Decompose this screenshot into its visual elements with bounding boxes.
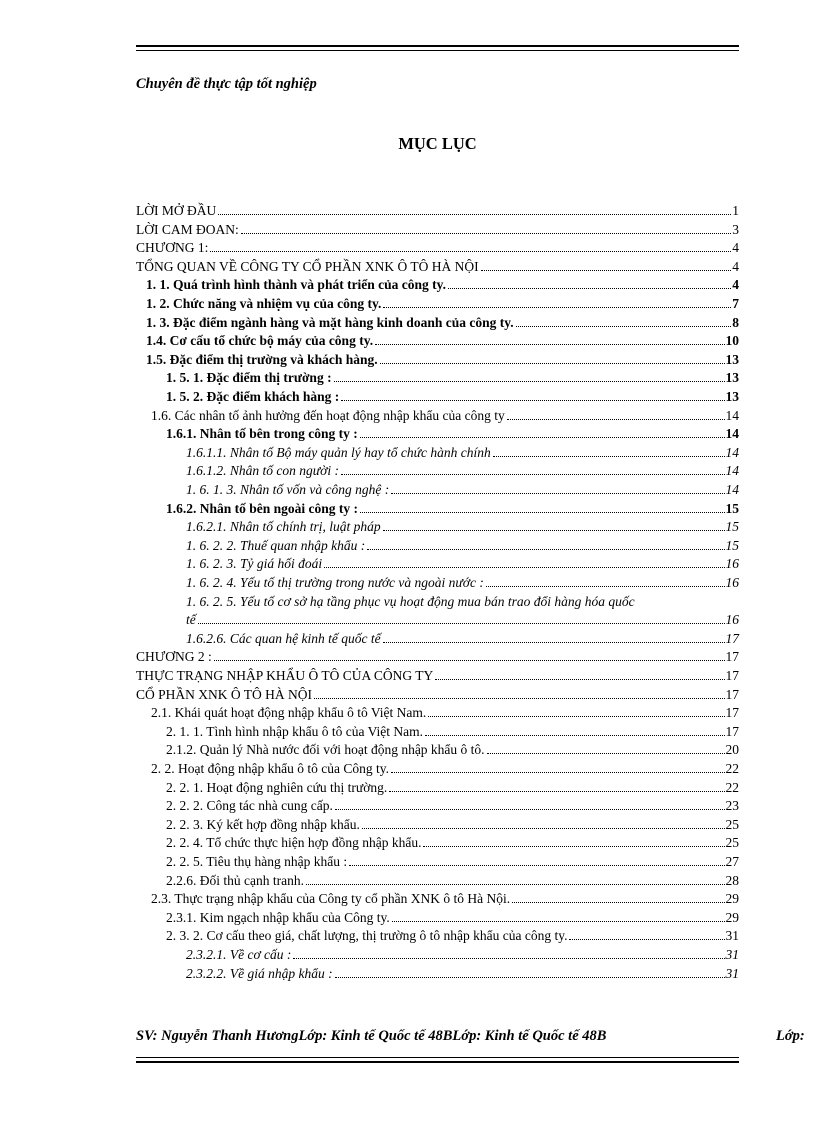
toc-entry-page: 13 [725,351,739,367]
toc-entry[interactable] [136,702,739,721]
toc-entry-title: 1.6.2.6. Các quan hệ kinh tế quốc tế [186,630,381,646]
toc-entry-page: 17 [725,630,739,646]
toc-entry[interactable] [136,739,739,758]
toc-entry-title: 2.3. Thực trạng nhập khẩu của Công ty cổ phần XNK ô tô Hà Nội. [151,891,511,907]
toc-entry-page: 29 [725,891,739,907]
toc-entry-page: 8 [732,314,739,330]
toc-entry-page: 4 [732,258,739,274]
toc-entry-page: 7 [732,296,739,311]
toc-entry[interactable] [136,572,739,591]
toc-dot-leader [349,865,724,866]
toc-dot-leader [210,251,731,252]
toc-entry[interactable] [136,684,739,703]
toc-dot-leader [334,381,725,382]
toc-entry[interactable] [136,200,739,219]
toc-entry-title: 1.6.1. Nhân tố bên trong công ty : [166,426,358,442]
toc-entry-title: CHƯƠNG 1: [136,240,209,256]
toc-dot-leader [428,716,724,717]
toc-entry[interactable] [136,553,739,572]
toc-entry[interactable] [136,925,739,944]
toc-entry[interactable] [136,367,739,386]
toc-entry-title: 2. 2. 1. Hoạt động nghiên cứu thị trường. [166,779,388,795]
toc-entry-title: 1. 2. Chức năng và nhiệm vụ của công ty. [146,296,382,311]
toc-entry-page: 3 [732,221,739,237]
toc-entry[interactable] [136,888,739,907]
toc-entry-title: 1. 6. 2. 2. Thuế quan nhập khẩu : [186,537,366,553]
toc-dot-leader [383,530,725,531]
toc-dot-leader [481,270,732,271]
toc-entry[interactable] [136,516,739,535]
toc-entry[interactable] [136,479,739,498]
toc-dot-leader [335,809,725,810]
toc-entry[interactable] [136,665,739,684]
toc-entry-title: tế [186,612,196,628]
toc-dot-leader [486,586,725,587]
toc-entry[interactable] [136,349,739,368]
toc-entry[interactable] [136,758,739,777]
toc-entry[interactable] [136,591,739,610]
toc-entry-title: 1.6. Các nhân tố ảnh hưởng đến hoạt động nhập khẩu của công ty [151,407,505,423]
toc-dot-leader [324,567,724,568]
toc-dot-leader [435,679,724,680]
toc-entry-page: 29 [725,909,739,925]
toc-entry[interactable] [136,312,739,331]
toc-entry-page: 4 [732,240,739,256]
toc-entry-page: 31 [725,928,739,944]
toc-entry-title: 2.1.2. Quản lý Nhà nước đối với hoạt động nhập khẩu ô tô. [166,742,485,758]
toc-entry-page: 13 [725,389,739,404]
toc-entry-page: 14 [725,482,739,497]
toc-dot-leader [380,363,725,364]
toc-entry[interactable] [136,832,739,851]
toc-entry-page: 23 [725,798,739,814]
toc-dot-leader [516,326,732,327]
toc-entry[interactable] [136,293,739,312]
toc-entry-title: CHƯƠNG 2 : [136,649,212,665]
toc-entry-title: 2. 2. 4. Tổ chức thực hiện hợp đồng nhập khẩu. [166,835,422,851]
toc-dot-leader [293,958,724,959]
toc-entry-title: LỜI CAM ĐOAN: [136,221,239,237]
toc-dot-leader [512,902,724,903]
toc-entry-title: 1. 5. 2. Đặc điểm khách hàng : [166,389,340,404]
toc-dot-leader [314,698,724,699]
toc-entry[interactable] [136,219,739,238]
toc-entry-title: 1.5. Đặc điểm thị trường và khách hàng. [146,351,378,367]
toc-entry[interactable] [136,405,739,424]
toc-entry[interactable] [136,870,739,889]
toc-entry-title: 1. 6. 2. 3. Tỷ giá hối đoái [186,556,323,572]
toc-dot-leader [493,456,725,457]
toc-entry-title: 1.6.2. Nhân tố bên ngoài công ty : [166,500,359,516]
top-rule [136,45,739,51]
toc-entry-page: 16 [725,575,739,590]
toc-entry-page: 25 [725,816,739,832]
toc-dot-leader [383,307,731,308]
toc-entry-page: 22 [725,761,739,776]
toc-entry-title: 1. 6. 2. 5. Yếu tố cơ sở hạ tầng phục vụ hoạt động mua bán trao đổi hàng hóa quốc [186,593,635,609]
toc-entry[interactable] [136,460,739,479]
toc-entry-page: 13 [725,370,739,386]
toc-entry-title: 2. 1. 1. Tình hình nhập khẩu ô tô của Việt Nam. [166,723,424,739]
toc-dot-leader [341,474,725,475]
toc-entry-page: 15 [725,519,739,535]
toc-entry-title: 2.2.6. Đối thủ cạnh tranh. [166,872,304,888]
toc-entry[interactable] [136,274,739,293]
toc-entry[interactable] [136,851,739,870]
toc-entry[interactable] [136,777,739,796]
toc-entry-title: 1. 1. Quá trình hình thành và phát triển của công ty. [146,277,447,293]
toc-entry[interactable] [136,442,739,461]
toc-dot-leader [423,846,724,847]
toc-dot-leader [341,400,724,401]
toc-entry[interactable] [136,256,739,275]
toc-entry-page: 14 [725,463,739,479]
toc-dot-leader [241,233,732,234]
toc-dot-leader [507,419,725,420]
toc-entry-page: 31 [725,947,739,962]
page-footer [136,1028,816,1045]
toc-entry-title: CỔ PHẦN XNK Ô TÔ HÀ NỘI [136,686,313,702]
toc-entry-title: 2. 2. 2. Công tác nhà cung cấp. [166,798,333,814]
toc-entry[interactable] [136,609,739,628]
toc-entry-page: 17 [725,649,739,665]
toc-entry-title: 1. 6. 1. 3. Nhân tố vốn và công nghệ : [186,482,390,497]
toc-entry-page: 16 [725,612,739,628]
toc-entry-page: 4 [732,277,739,293]
toc-dot-leader [362,828,725,829]
toc-entry-title: LỜI MỞ ĐẦU [136,203,217,218]
toc-entry-title: 2.3.2.1. Về cơ cấu : [186,947,292,962]
toc-entry-page: 17 [725,705,739,721]
footer-student-info: SV: Nguyễn Thanh HươngLớp: Kinh tế Quốc tế 48BLớp: Kinh tế Quốc tế 48B [136,1028,607,1044]
toc-dot-leader [487,753,725,754]
toc-dot-leader [375,344,724,345]
toc-entry[interactable] [136,721,739,740]
toc-entry-title: 1. 3. Đặc điểm ngành hàng và mặt hàng kinh doanh của công ty. [146,314,514,330]
toc-entry[interactable] [136,237,739,256]
toc-entry-page: 17 [725,686,739,702]
toc-dot-leader [306,884,725,885]
toc-entry-page: 1 [732,203,739,218]
toc-dot-leader [391,493,724,494]
toc-entry-page: 28 [725,872,739,888]
toc-entry-page: 20 [725,742,739,758]
toc-entry-page: 14 [725,426,739,442]
toc-dot-leader [569,939,724,940]
bottom-rule [136,1057,739,1063]
toc-entry-title: 2.3.2.2. Về giá nhập khẩu : [186,965,333,981]
toc-dot-leader [389,791,724,792]
toc-dot-leader [448,288,731,289]
toc-entry-page: 15 [725,500,739,516]
toc-dot-leader [360,437,725,438]
toc-entry-title: THỰC TRẠNG NHẬP KHẨU Ô TÔ CỦA CÔNG TY [136,668,434,683]
toc-entry[interactable] [136,423,739,442]
toc-entry[interactable] [136,963,739,982]
toc-dot-leader [360,512,724,513]
toc-dot-leader [198,623,725,624]
toc-entry[interactable] [136,795,739,814]
page-header: Chuyên đề thực tập tốt nghiệp [136,76,317,92]
toc-dot-leader [218,214,731,215]
toc-entry-page: 17 [725,723,739,739]
toc-entry[interactable] [136,498,739,517]
toc-entry[interactable] [136,535,739,554]
toc-dot-leader [425,735,724,736]
toc-entry[interactable] [136,907,739,926]
toc-entry-title: 2. 2. 3. Ký kết hợp đồng nhập khẩu. [166,816,360,832]
toc-entry-title: 2.3.1. Kim ngạch nhập khẩu của Công ty. [166,909,390,925]
toc-entry[interactable] [136,814,739,833]
toc-dot-leader [214,660,725,661]
footer-class-label: Lớp: [776,1028,805,1044]
toc-entry[interactable] [136,386,739,405]
toc-dot-leader [383,642,725,643]
toc-entry-title: TỔNG QUAN VỀ CÔNG TY CỔ PHẦN XNK Ô TÔ HÀ NỘI [136,258,479,274]
toc-entry-title: 1. 5. 1. Đặc điểm thị trường : [166,370,332,386]
toc-entry-title: 2. 3. 2. Cơ cấu theo giá, chất lượng, thị trường ô tô nhập khẩu của công ty. [166,928,568,944]
toc-dot-leader [335,977,725,978]
page-title: MỤC LỤC [398,134,477,153]
toc-entry-page: 25 [725,835,739,851]
toc-entry-page: 15 [725,537,739,553]
toc-entry-page: 27 [725,854,739,869]
toc-entry-page: 14 [725,407,739,423]
toc-entry-title: 2. 2. 5. Tiêu thụ hàng nhập khẩu : [166,854,348,869]
toc-dot-leader [367,549,724,550]
toc-entry-page: 10 [725,333,739,349]
toc-entry-page: 17 [725,668,739,683]
toc-entry[interactable] [136,628,739,647]
toc-entry-title: 2. 2. Hoạt động nhập khẩu ô tô của Công ty. [151,761,389,776]
toc-entry-title: 1.6.1.2. Nhân tố con người : [186,463,339,479]
toc-entry-page: 14 [725,444,739,460]
toc-entry[interactable] [136,944,739,963]
toc-entry[interactable] [136,330,739,349]
toc-entry[interactable] [136,646,739,665]
toc-entry-page: 16 [725,556,739,572]
toc-entry-page: 22 [725,779,739,795]
toc-dot-leader [392,921,725,922]
toc-entry-title: 2.1. Khái quát hoạt động nhập khẩu ô tô Việt Nam. [151,705,427,721]
toc-entry-page: 31 [725,965,739,981]
toc-entry-title: 1.4. Cơ cấu tổ chức bộ máy của công ty. [146,333,374,349]
toc-entry-title: 1. 6. 2. 4. Yếu tố thị trường trong nước và ngoài nước : [186,575,484,590]
toc-entry-title: 1.6.2.1. Nhân tố chính trị, luật pháp [186,519,381,535]
toc-entry-title: 1.6.1.1. Nhân tố Bộ máy quản lý hay tổ chức hành chính [186,444,491,460]
toc-dot-leader [391,772,725,773]
